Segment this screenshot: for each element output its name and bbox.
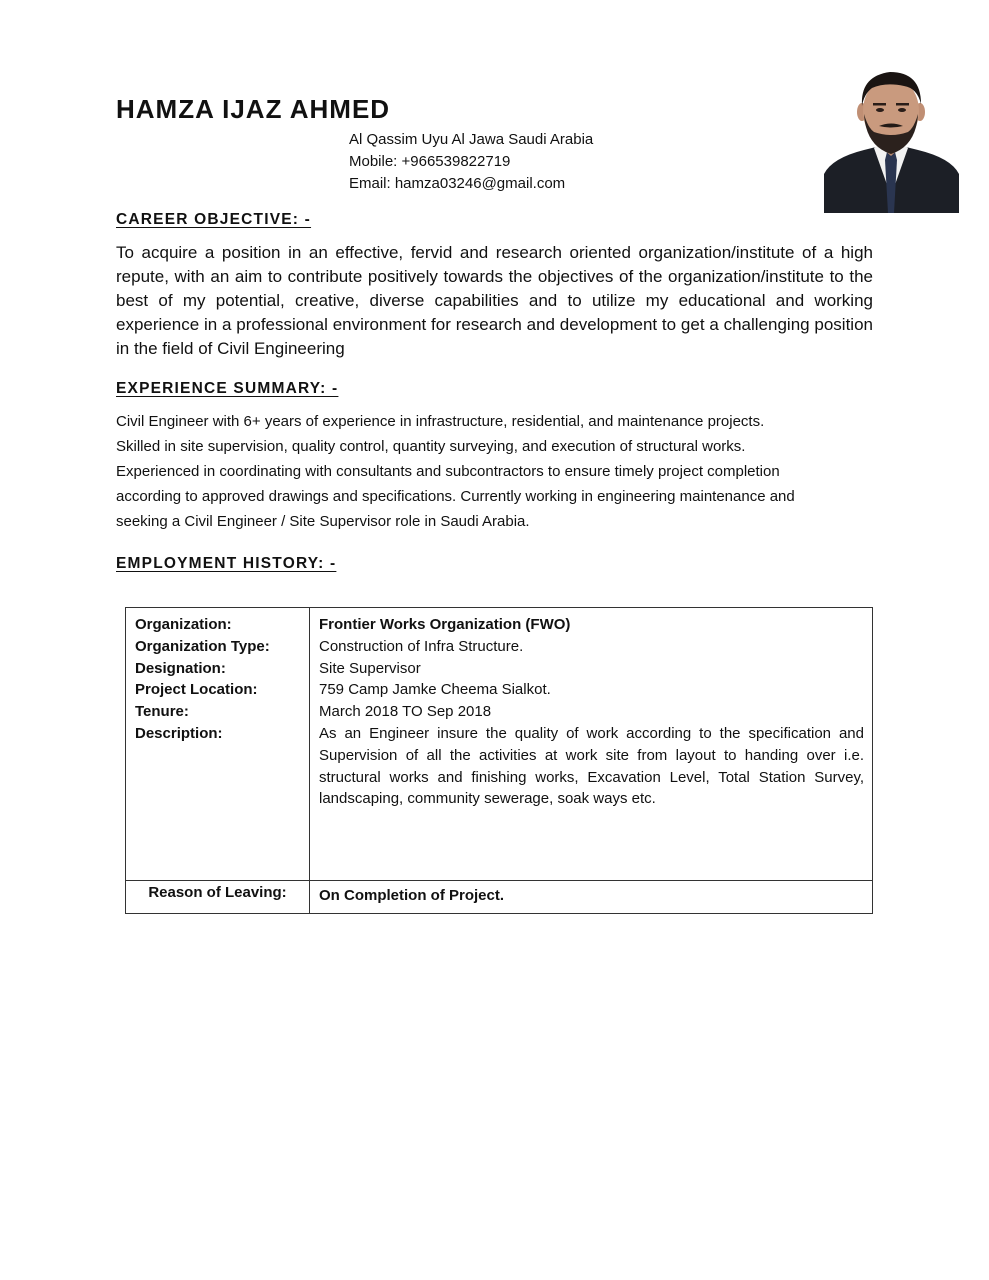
designation-value: Site Supervisor (319, 659, 421, 677)
employment-table (125, 607, 873, 914)
reason-label: Reason of Leaving: (126, 881, 310, 914)
designation-label: Designation: (135, 659, 226, 677)
tenure-value: March 2018 TO Sep 2018 (319, 703, 492, 721)
career-objective-heading: CAREER OBJECTIVE: - (116, 211, 312, 228)
employment-history-heading: EMPLOYMENT HISTORY: - (116, 555, 337, 572)
career-objective-text: To acquire a position in an effective, fervid and research oriented organization/institute of a high repute, with an aim to contribute positively towards the objectives of the organization/institute to the best of my potential, creative, diverse capabilities and to utilize my educational and working experience in a professional environment for research and development to get a challenging position in the field of Civil Engineering (116, 243, 873, 358)
summary-line: seeking a Civil Engineer / Site Supervisor role in Saudi Arabia. (116, 513, 530, 530)
organization-value: Frontier Works Organization (FWO) (319, 616, 571, 633)
organization-type-label: Organization Type: (135, 637, 270, 655)
summary-line: Experienced in coordinating with consultants and subcontractors to ensure timely project completion (116, 463, 780, 480)
description-label: Description: (135, 724, 223, 742)
mobile: Mobile: +966539822719 (349, 153, 511, 170)
summary-line: Civil Engineer with 6+ years of experience in infrastructure, residential, and maintenance projects. (116, 413, 765, 430)
summary-line: Skilled in site supervision, quality control, quantity surveying, and execution of structural works. (116, 438, 746, 455)
email: Email: hamza03246@gmail.com (349, 175, 566, 192)
profile-photo (824, 66, 959, 213)
candidate-name: HAMZA IJAZ AHMED (116, 94, 391, 124)
tenure-label: Tenure: (135, 703, 189, 721)
project-location-label: Project Location: (135, 681, 258, 699)
experience-summary-text (116, 409, 876, 534)
project-location-value: 759 Camp Jamke Cheema Sialkot. (319, 681, 551, 699)
address: Al Qassim Uyu Al Jawa Saudi Arabia (349, 131, 594, 148)
employment-labels-cell (126, 608, 310, 881)
organization-type-value: Construction of Infra Structure. (319, 637, 524, 655)
employment-values-cell (310, 608, 873, 881)
reason-value: On Completion of Project. (310, 881, 873, 914)
organization-label: Organization: (135, 616, 232, 633)
employment-details-row (126, 608, 873, 881)
reason-row (126, 881, 873, 914)
profile-photo-image (824, 66, 959, 213)
description-value: As an Engineer insure the quality of work according to the specification and Supervision of all the activities at work site from layout to handing over i.e. structural works and finishing works, Excavation Level, Total Station Survey, landscaping, community sewerage, soak ways etc. (319, 724, 864, 808)
experience-summary-heading: EXPERIENCE SUMMARY: - (116, 380, 339, 397)
contact-block (349, 129, 593, 195)
summary-line: according to approved drawings and specifications. Currently working in engineering maintenance and (116, 488, 795, 505)
